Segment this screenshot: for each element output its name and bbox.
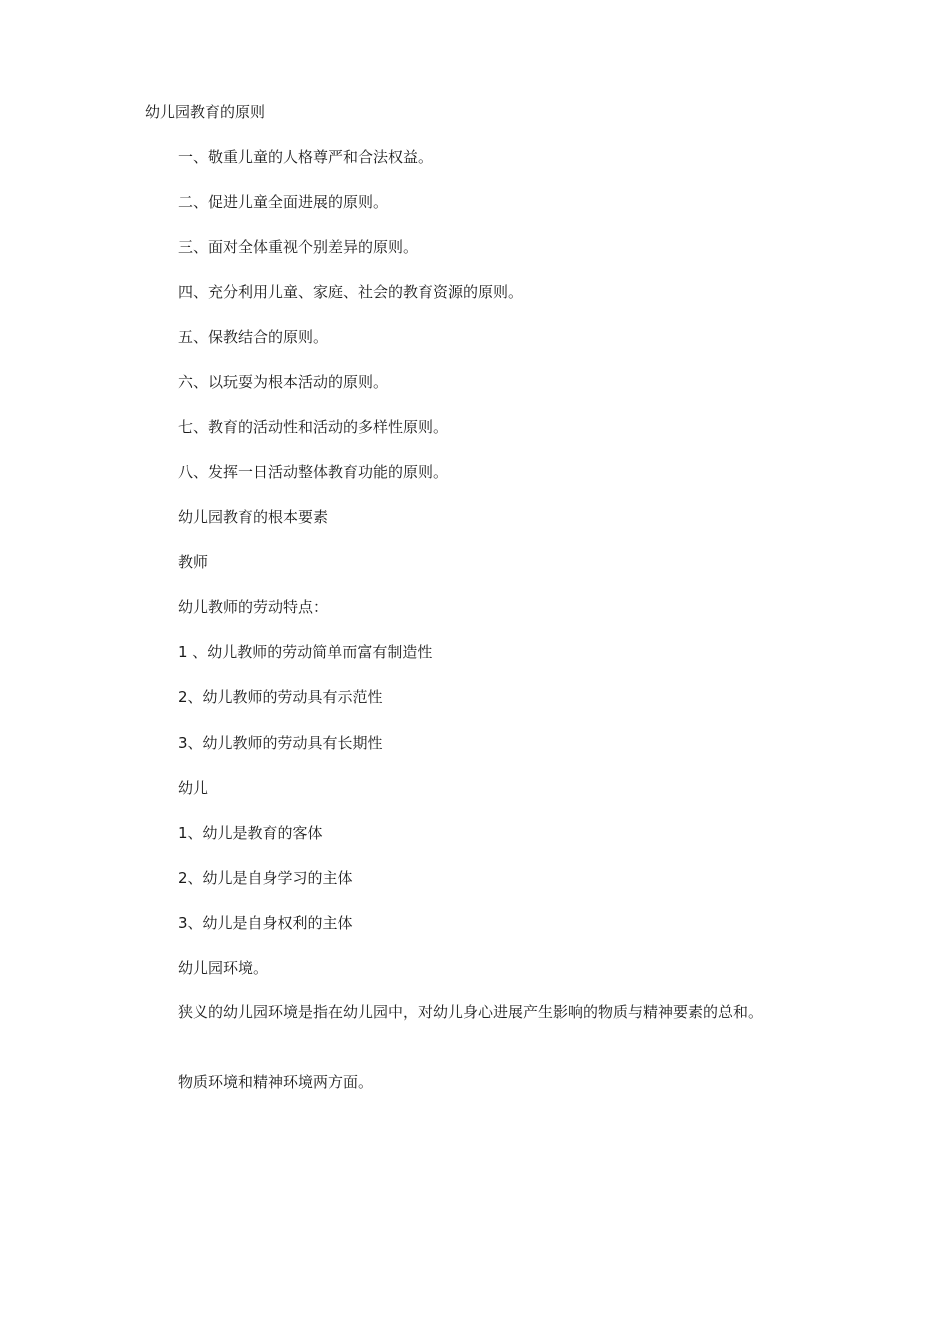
child-item-3: 3、幼儿是自身权利的主体 (178, 914, 353, 932)
principle-1: 一、敬重儿童的人格尊严和合法权益。 (178, 148, 434, 166)
environment-heading: 幼儿园环境。 (178, 959, 269, 977)
principle-6: 六、以玩耍为根本活动的原则。 (178, 373, 389, 391)
child-item-1: 1、幼儿是教育的客体 (178, 824, 323, 842)
child-item-2: 2、幼儿是自身学习的主体 (178, 869, 353, 887)
environment-aspects: 物质环境和精神环境两方面。 (178, 1073, 374, 1091)
teacher-labor-item-2: 2、幼儿教师的劳动具有示范性 (178, 688, 383, 706)
child-heading: 幼儿 (178, 779, 209, 797)
teacher-labor-item-3: 3、幼儿教师的劳动具有长期性 (178, 734, 383, 752)
elements-heading: 幼儿园教育的根本要素 (178, 508, 329, 526)
teacher-labor-heading: 幼儿教师的劳动特点： (178, 598, 329, 616)
principle-5: 五、保教结合的原则。 (178, 328, 329, 346)
principle-2: 二、促进儿童全面进展的原则。 (178, 193, 389, 211)
document-title: 幼儿园教育的原则 (145, 103, 266, 121)
principle-8: 八、发挥一日活动整体教育功能的原则。 (178, 463, 449, 481)
principle-7: 七、教育的活动性和活动的多样性原则。 (178, 418, 449, 436)
teacher-heading: 教师 (178, 553, 209, 571)
principle-3: 三、面对全体重视个别差异的原则。 (178, 238, 419, 256)
teacher-labor-item-1: 1 、幼儿教师的劳动简单而富有制造性 (178, 643, 433, 661)
principle-4: 四、充分利用儿童、家庭、社会的教育资源的原则。 (178, 283, 524, 301)
environment-definition: 狭义的幼儿园环境是指在幼儿园中，对幼儿身心进展产生影响的物质与精神要素的总和。 (178, 1003, 764, 1021)
